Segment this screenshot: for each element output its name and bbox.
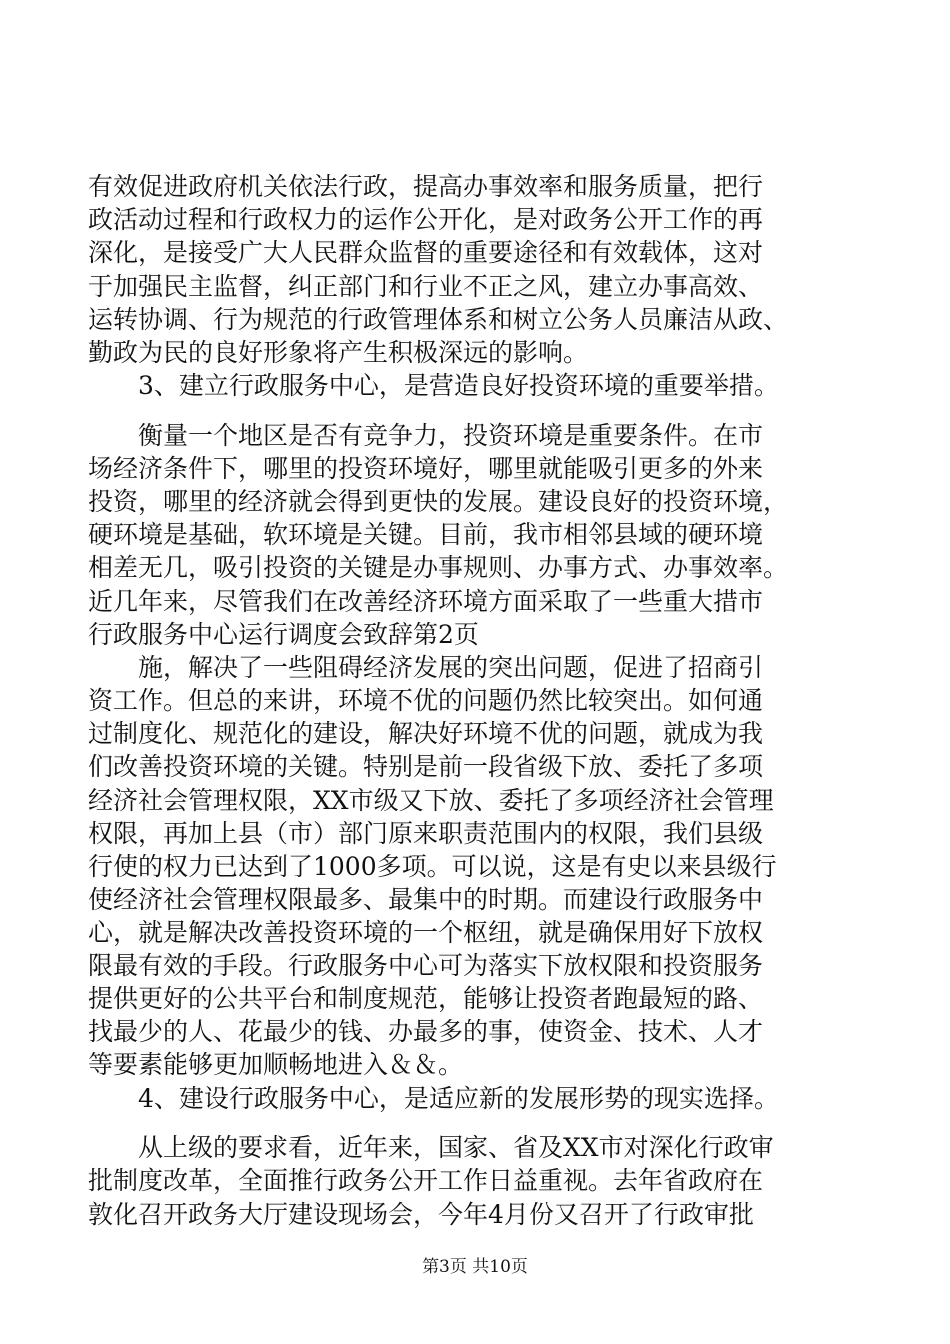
text-line: 行使的权力已达到了1000多项。可以说，这是有史以来县级行 xyxy=(88,852,777,881)
text-line: 场经济条件下，哪里的投资环境好，哪里就能吸引更多的外来 xyxy=(88,454,764,483)
text-line: 权限，再加上县（市）部门原来职责范围内的权限，我们县级 xyxy=(88,819,764,848)
text-line: 提供更好的公共平台和制度规范，能够让投资者跑最短的路、 xyxy=(88,984,764,1013)
text-line: 硬环境是基础，软环境是关键。目前，我市相邻县域的硬环境 xyxy=(88,520,764,549)
text-line: 有效促进政府机关依法行政，提高办事效率和服务质量，把行 xyxy=(88,172,764,201)
text-line: 运转协调、行为规范的行政管理体系和树立公务人员廉洁从政、 xyxy=(88,305,789,334)
text-line: 们改善投资环境的关键。特别是前一段省级下放、委托了多项 xyxy=(88,752,764,781)
text-line: 投资，哪里的经济就会得到更快的发展。建设良好的投资环境， xyxy=(88,487,789,516)
text-line: 政活动过程和行政权力的运作公开化，是对政务公开工作的再 xyxy=(88,205,764,234)
text-line: 施，解决了一些阻碍经济发展的突出问题，促进了招商引 xyxy=(88,653,764,682)
text-line: 经济社会管理权限，XX市级又下放、委托了多项经济社会管理 xyxy=(88,786,774,815)
text-line: 敦化召开政务大厅建设现场会，今年4月份又召开了行政审批 xyxy=(88,1200,754,1229)
text-line: 相差无几，吸引投资的关键是办事规则、办事方式、办事效率。 xyxy=(88,553,789,582)
text-line: 衡量一个地区是否有竞争力，投资环境是重要条件。在市 xyxy=(88,421,764,450)
text-line: 近几年来，尽管我们在改善经济环境方面采取了一些重大措市 xyxy=(88,587,764,616)
text-line: 等要素能够更加顺畅地进入＆＆。 xyxy=(88,1050,464,1079)
text-line: 过制度化、规范化的建设，解决好环境不优的问题，就成为我 xyxy=(88,719,764,748)
text-line: 深化，是接受广大人民群众监督的重要途径和有效载体，这对 xyxy=(88,238,764,267)
text-line: 资工作。但总的来讲，环境不优的问题仍然比较突出。如何通 xyxy=(88,686,764,715)
text-line: 从上级的要求看，近年来，国家、省及XX市对深化行政审 xyxy=(88,1133,774,1162)
page-footer: 第3页 共10页 xyxy=(422,1257,528,1277)
text-line: 心，就是解决改善投资环境的一个枢纽，就是确保用好下放权 xyxy=(88,918,764,947)
text-line: 3、建立行政服务中心，是营造良好投资环境的重要举措。 xyxy=(88,371,779,400)
text-line: 批制度改革，全面推行政务公开工作日益重视。去年省政府在 xyxy=(88,1166,764,1195)
text-line: 勤政为民的良好形象将产生积极深远的影响。 xyxy=(88,338,589,367)
text-line: 限最有效的手段。行政服务中心可为落实下放权限和投资服务 xyxy=(88,951,764,980)
text-line: 使经济社会管理权限最多、最集中的时期。而建设行政服务中 xyxy=(88,885,764,914)
text-line: 于加强民主监督，纠正部门和行业不正之风，建立办事高效、 xyxy=(88,272,764,301)
text-line: 行政服务中心运行调度会致辞第2页 xyxy=(88,620,479,649)
text-line: 4、建设行政服务中心，是适应新的发展形势的现实选择。 xyxy=(88,1084,779,1113)
text-line: 找最少的人、花最少的钱、办最多的事，使资金、技术、人才 xyxy=(88,1017,764,1046)
